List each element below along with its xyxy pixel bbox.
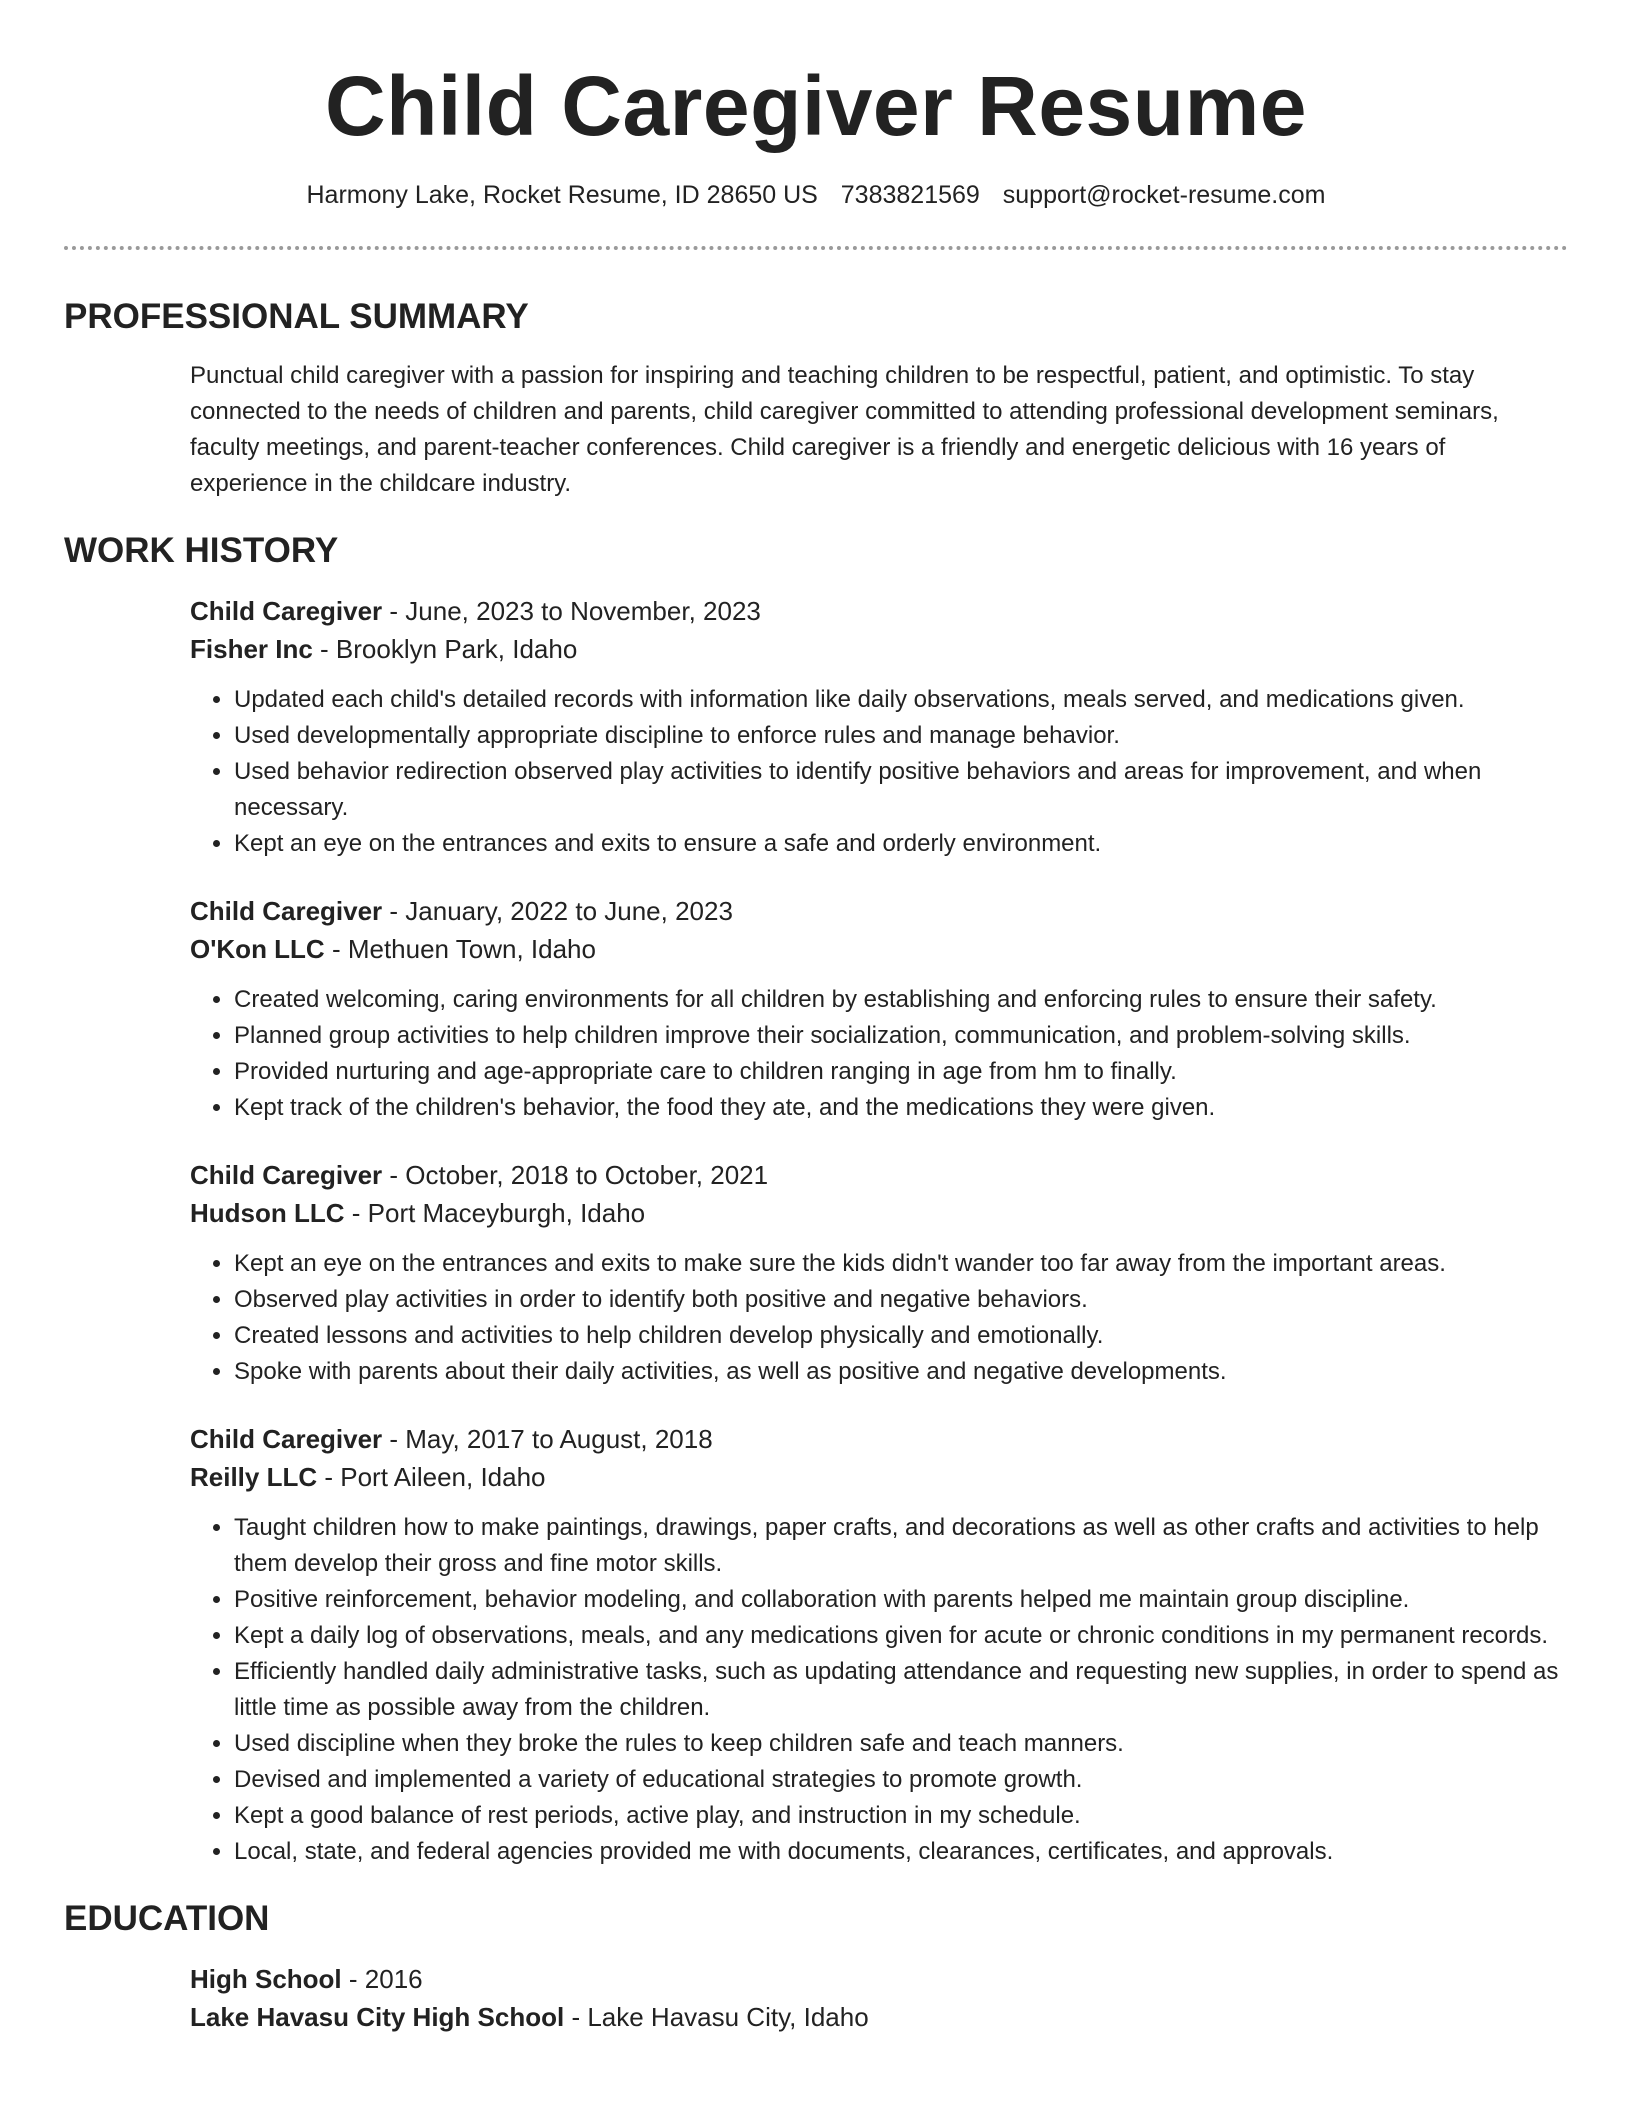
job-title-line [190,592,1568,630]
job-title-line [190,1156,1568,1194]
job-company: O'Kon LLC [190,934,325,964]
contact-line [64,178,1568,212]
job-title: Child Caregiver [190,1160,383,1190]
job-bullet: • Provided nurturing and age-appropriate care to children ranging in age from hm to finally. [234,1054,1568,1090]
job-bullet: • Devised and implemented a variety of educational strategies to promote growth. [234,1762,1568,1798]
job-company: Fisher Inc [190,634,313,664]
job-bullet: • Spoke with parents about their daily activities, as well as positive and negative developments. [234,1354,1568,1390]
job-bullet: • Positive reinforcement, behavior modeling, and collaboration with parents helped me maintain group discipline. [234,1582,1568,1618]
job-dates: - June, 2023 to November, 2023 [382,596,761,626]
job-entry [190,592,1568,862]
job-bullet: • Kept an eye on the entrances and exits to ensure a safe and orderly environment. [234,826,1568,862]
job-dates: - January, 2022 to June, 2023 [382,896,733,926]
summary-heading: PROFESSIONAL SUMMARY [64,297,529,336]
job-title: Child Caregiver [190,596,383,626]
job-bullet: • Local, state, and federal agencies provided me with documents, clearances, certificates, and approvals. [234,1834,1568,1870]
job-company: Hudson LLC [190,1198,345,1228]
job-title: Child Caregiver [190,1424,383,1454]
job-location: - Brooklyn Park, Idaho [312,634,578,664]
job-location: - Port Maceyburgh, Idaho [344,1198,646,1228]
education-section [64,1960,1568,2036]
job-bullet: • Planned group activities to help children improve their socialization, communication, and problem-solving skills. [234,1018,1568,1054]
header-divider [64,246,1568,250]
resume-page [64,0,1568,2036]
work-history-heading: WORK HISTORY [64,531,339,570]
contact-phone: 7383821569 [840,181,980,209]
job-title-line [190,892,1568,930]
resume-title: Child Caregiver Resume [324,59,1307,153]
job-bullet: • Used behavior redirection observed play activities to identify positive behaviors and areas for improvement, and when necessary. [234,754,1568,826]
education-location: - Lake Havasu City, Idaho [564,2002,869,2032]
job-company-line [190,1194,1568,1232]
summary-text: Punctual child caregiver with a passion for inspiring and teaching children to be respectful, patient, and optimistic. To stay connected to the needs of children and parents, child caregiver committed to attending professional development seminars, faculty meetings, and parent-teacher conferences. Child caregiver is a friendly and energetic delicious with 16 years of experience in the childcare industry. [190,362,1499,497]
education-school: Lake Havasu City High School [190,2002,565,2032]
job-title-line [190,1420,1568,1458]
job-bullets [190,1246,1568,1390]
summary-section [64,358,1568,502]
job-bullets [190,982,1568,1126]
job-entry [190,1156,1568,1390]
job-bullet: • Updated each child's detailed records with information like daily observations, meals served, and medications given. [234,682,1568,718]
job-bullet: • Kept an eye on the entrances and exits to make sure the kids didn't wander too far away from the important areas. [234,1246,1568,1282]
job-bullet: • Taught children how to make paintings, drawings, paper crafts, and decorations as well as other crafts and activities to help them develop their gross and fine motor skills. [234,1510,1568,1582]
job-location: - Port Aileen, Idaho [317,1462,546,1492]
job-company: Reilly LLC [190,1462,318,1492]
job-bullet: • Kept track of the children's behavior, the food they ate, and the medications they were given. [234,1090,1568,1126]
job-bullet: • Efficiently handled daily administrative tasks, such as updating attendance and requesting new supplies, in order to spend as little time as possible away from the children. [234,1654,1568,1726]
contact-address: Harmony Lake, Rocket Resume, ID 28650 US [306,181,818,209]
job-bullets [190,682,1568,862]
job-bullet: • Kept a good balance of rest periods, active play, and instruction in my schedule. [234,1798,1568,1834]
job-location: - Methuen Town, Idaho [324,934,596,964]
job-company-line [190,630,1568,668]
contact-email: support@rocket-resume.com [1002,181,1326,209]
job-company-line [190,930,1568,968]
job-bullet: • Created lessons and activities to help children develop physically and emotionally. [234,1318,1568,1354]
education-school-line [190,1998,1568,2036]
education-degree: High School [190,1964,342,1994]
job-bullets [190,1510,1568,1870]
job-dates: - October, 2018 to October, 2021 [382,1160,769,1190]
job-bullet: • Created welcoming, caring environments for all children by establishing and enforcing rules to ensure their safety. [234,982,1568,1018]
education-heading: EDUCATION [64,1899,270,1938]
job-company-line [190,1458,1568,1496]
job-bullet: • Used developmentally appropriate discipline to enforce rules and manage behavior. [234,718,1568,754]
job-title: Child Caregiver [190,896,383,926]
job-entry [190,892,1568,1126]
job-entry [190,1420,1568,1870]
education-degree-line [190,1960,1568,1998]
work-history-section [64,592,1568,1870]
job-dates: - May, 2017 to August, 2018 [382,1424,713,1454]
education-year: - 2016 [341,1964,423,1994]
job-bullet: • Kept a daily log of observations, meals, and any medications given for acute or chronic conditions in my permanent records. [234,1618,1568,1654]
job-bullet: • Observed play activities in order to identify both positive and negative behaviors. [234,1282,1568,1318]
job-bullet: • Used discipline when they broke the rules to keep children safe and teach manners. [234,1726,1568,1762]
